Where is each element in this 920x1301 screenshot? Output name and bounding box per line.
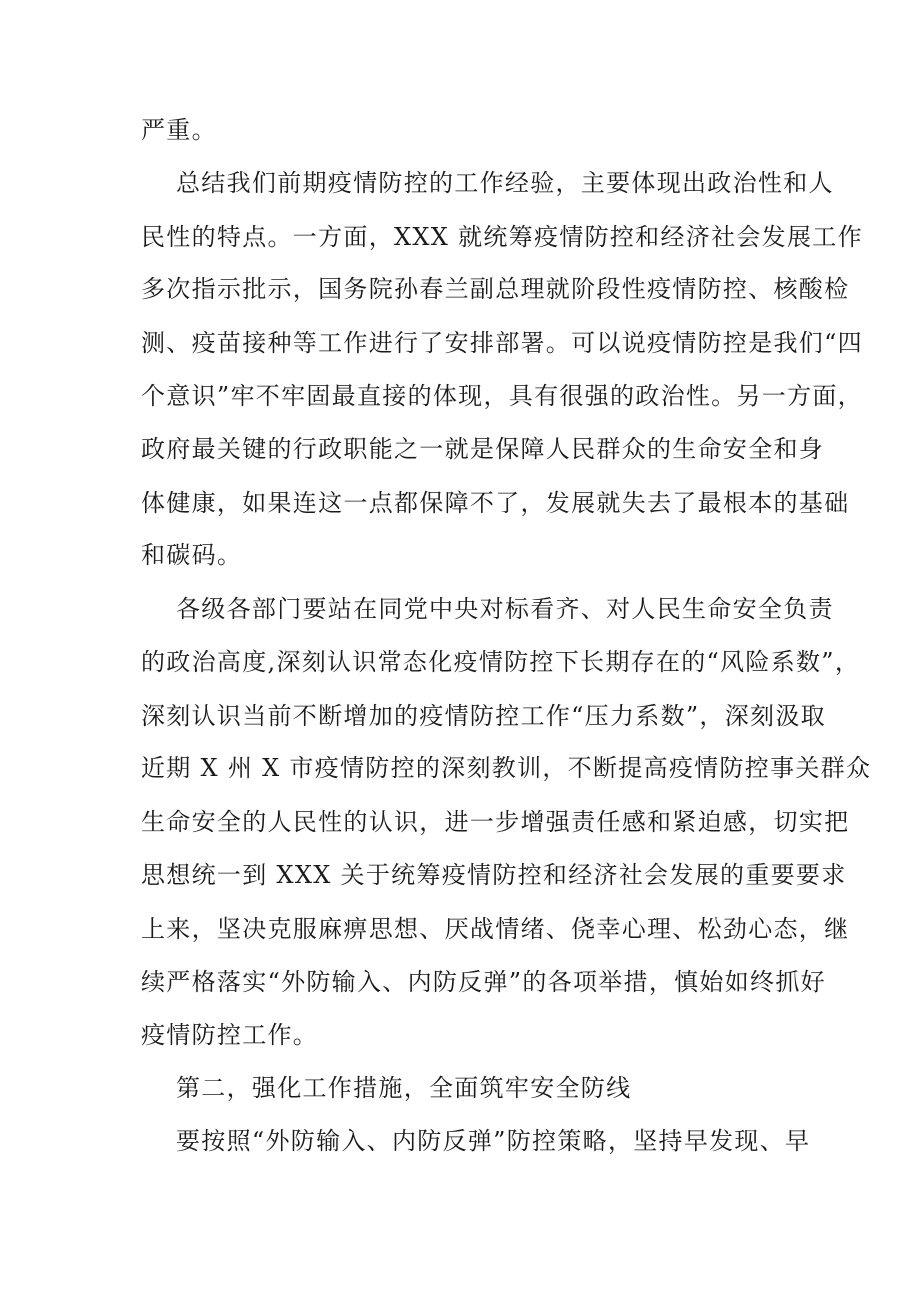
paragraph-line: 总结我们前期疫情防控的工作经验，主要体现出政治性和人 <box>176 169 834 197</box>
paragraph-line: 个意识”牢不牢固最直接的体现，具有很强的政治性。另一方面， <box>141 382 863 410</box>
paragraph-line: 要按照“外防输入、内防反弹”防控策略，坚持早发现、早 <box>176 1127 811 1155</box>
paragraph-line: 近期 X 州 X 市疫情防控的深刻教训，不断提高疫情防控事关群众 <box>141 754 872 782</box>
paragraph-line: 政府最关键的行政职能之一就是保障人民群众的生命安全和身 <box>141 435 825 463</box>
paragraph-line: 各级各部门要站在同党中央对标看齐、对人民生命安全负责 <box>176 595 834 623</box>
paragraph-line: 疫情防控工作。 <box>141 1021 319 1049</box>
paragraph-line: 体健康，如果连这一点都保障不了，发展就失去了最根本的基础 <box>141 489 850 517</box>
paragraph-line: 续严格落实“外防输入、内防反弹”的各项举措，慎始如终抓好 <box>141 968 826 996</box>
paragraph-line: 上来，坚决克服麻痹思想、厌战情绪、侥幸心理、松劲心态，继 <box>141 915 850 943</box>
paragraph-line: 测、疫苗接种等工作进行了安排部署。可以说疫情防控是我们“四 <box>141 329 863 357</box>
paragraph-line: 民性的特点。一方面，XXX 就统筹疫情防控和经济社会发展工作 <box>141 223 863 251</box>
paragraph-line: 严重。 <box>141 116 217 144</box>
paragraph-line: 的政治高度,深刻认识常态化疫情防控下长期存在的“风险系数”， <box>141 648 861 676</box>
paragraph-line: 生命安全的人民性的认识，进一步增强责任感和紧迫感，切实把 <box>141 808 850 836</box>
paragraph-line: 深刻认识当前不断增加的疫情防控工作“压力系数”，深刻汲取 <box>141 702 826 730</box>
paragraph-line: 和碳码。 <box>141 541 243 569</box>
paragraph-line: 多次指示批示，国务院孙春兰副总理就阶段性疫情防控、核酸检 <box>141 275 850 303</box>
section-heading: 第二，强化工作措施，全面筑牢安全防线 <box>176 1074 632 1102</box>
paragraph-line: 思想统一到 XXX 关于统筹疫情防控和经济社会发展的重要要求 <box>141 861 847 889</box>
